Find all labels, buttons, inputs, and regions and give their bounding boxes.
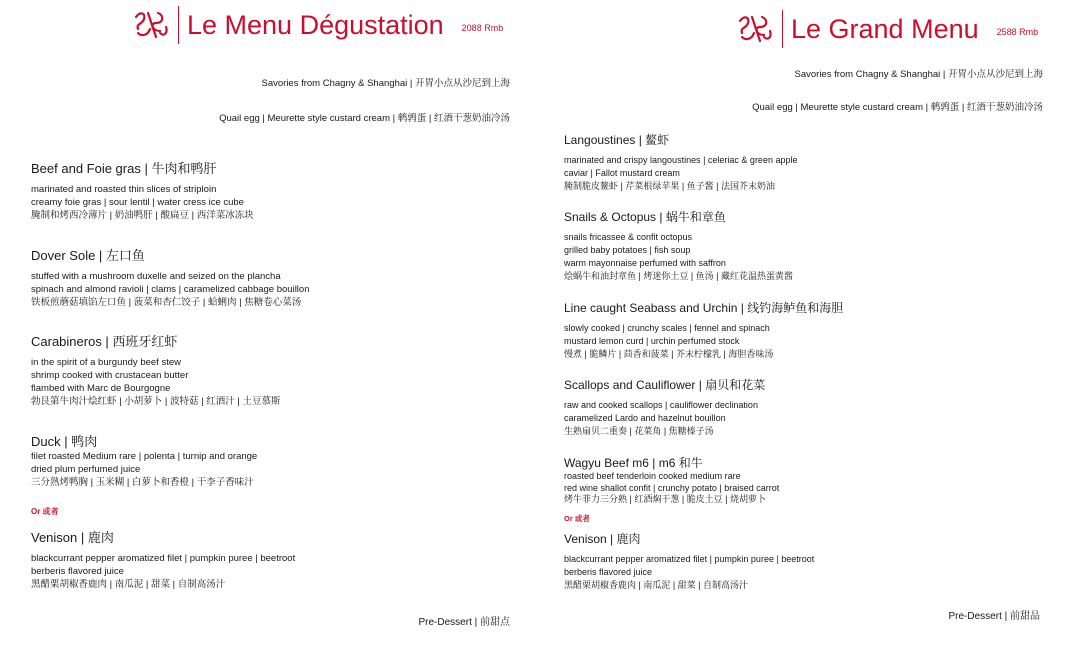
course-line: blackcurrant pepper aromatized filet | pumpkin puree | beetroot	[31, 553, 296, 564]
course-line: mustard lemon curd | urchin perfumed stock	[564, 336, 740, 346]
or-label: Or 或者	[31, 507, 59, 516]
course-item	[564, 531, 1064, 592]
course-line: 黑醋栗胡椒香鹿肉 | 南瓜泥 | 甜菜 | 自制高汤汁	[31, 579, 226, 590]
course-line: berberis flavored juice	[564, 567, 653, 577]
course-item	[564, 132, 1064, 193]
course-line: creamy foie gras | sour lentil | water cress ice cube	[31, 197, 244, 208]
course-line: berberis flavored juice	[31, 566, 124, 577]
restaurant-monogram-logo-icon	[132, 7, 170, 43]
course-title: Beef and Foie gras | 牛肉和鸭肝	[31, 161, 217, 176]
course-item	[31, 434, 531, 489]
pre-dessert-label: Pre-Dessert | 前甜品	[948, 611, 1040, 622]
course-title: Langoustines | 鳌虾	[564, 133, 670, 147]
menu-price: 2588 Rmb	[996, 27, 1039, 37]
menu-title: Le Grand Menu	[791, 13, 979, 44]
intro-line-savories: Savories from Chagny & Shanghai | 开胃小点从沙尼到上海	[261, 78, 510, 89]
menu-header	[132, 6, 503, 44]
course-line: caramelized Lardo and hazelnut bouillon	[564, 413, 726, 423]
course-line: stuffed with a mushroom duxelle and seized on the plancha	[31, 271, 281, 282]
course-line: shrimp cooked with crustacean butter	[31, 370, 189, 381]
course-line: blackcurrant pepper aromatized filet | pumpkin puree | beetroot	[564, 554, 815, 564]
course-title: Duck | 鸭肉	[31, 434, 98, 449]
intro-line-quail-egg: Quail egg | Meurette style custard cream | 鹌鹑蛋 | 红酒干葱奶油冷汤	[752, 102, 1043, 113]
course-line: in the spirit of a burgundy beef stew	[31, 357, 181, 368]
course-line: filet roasted Medium rare | polenta | turnip and orange	[31, 451, 258, 462]
course-line: 铁板煎蘑菇填馅左口鱼 | 菠菜和杏仁饺子 | 蛤蜊肉 | 焦糖卷心菜汤	[31, 297, 302, 308]
course-line: marinated and roasted thin slices of striploin	[31, 184, 217, 195]
course-line: 腌制和烤西冷薄片 | 奶油鸭肝 | 酸扁豆 | 西洋菜冰冻块	[31, 210, 254, 221]
course-item	[31, 248, 531, 309]
course-title: Dover Sole | 左口鱼	[31, 248, 145, 263]
course-line: 黑醋栗胡椒香鹿肉 | 南瓜泥 | 甜菜 | 自制高汤汁	[564, 580, 749, 590]
menu-price: 2088 Rmb	[461, 23, 504, 33]
course-line: 慢煮 | 脆鳞片 | 茴香和菠菜 | 芥末柠檬乳 | 海胆香味汤	[564, 349, 774, 359]
course-line: spinach and almond ravioli | clams | caramelized cabbage bouillon	[31, 284, 310, 295]
course-line: red wine shallot confit | crunchy potato | braised carrot	[564, 482, 780, 493]
course-title: Wagyu Beef m6 | m6 和牛	[564, 456, 703, 470]
course-item	[31, 161, 531, 222]
course-title: Venison | 鹿肉	[564, 532, 641, 546]
course-line: 烩蜗牛和油封章鱼 | 烤迷你土豆 | 鱼汤 | 藏红花温热蛋黄酱	[564, 271, 794, 281]
course-line: slowly cooked | crunchy scales | fennel and spinach	[564, 323, 770, 333]
course-title: Scallops and Cauliflower | 扇贝和花菜	[564, 378, 766, 392]
course-line: 生熟扇贝二重奏 | 花菜角 | 焦糖榛子汤	[564, 426, 714, 436]
pre-dessert-label: Pre-Dessert | 前甜点	[418, 617, 510, 628]
or-label: Or 或者	[564, 514, 590, 523]
course-line: 三分熟烤鸭胸 | 玉米糊 | 白萝卜和香橙 | 干李子香味汁	[31, 477, 254, 488]
restaurant-monogram-logo-icon	[736, 11, 774, 47]
header-divider	[178, 6, 179, 44]
menu-title: Le Menu Dégustation	[187, 9, 444, 40]
course-title: Snails & Octopus | 蜗牛和章鱼	[564, 210, 726, 224]
menu-header	[736, 10, 1038, 48]
intro-line-quail-egg: Quail egg | Meurette style custard cream | 鹌鹑蛋 | 红酒干葱奶油冷汤	[219, 113, 510, 124]
course-line: raw and cooked scallops | cauliflower declination	[564, 400, 758, 410]
course-line: 勃艮第牛肉汁烩红虾 | 小胡萝卜 | 波特菇 | 红酒汁 | 土豆慕斯	[31, 396, 281, 407]
course-title: Carabineros | 西班牙红虾	[31, 334, 178, 349]
course-title: Venison | 鹿肉	[31, 530, 114, 545]
course-item	[564, 300, 1064, 361]
intro-line-savories: Savories from Chagny & Shanghai | 开胃小点从沙尼到上海	[794, 69, 1043, 80]
course-line: caviar | Fallot mustard cream	[564, 168, 680, 178]
course-item	[564, 455, 1064, 506]
course-line: marinated and crispy langoustines | celeriac & green apple	[564, 155, 798, 165]
course-line: roasted beef tenderloin cooked medium rare	[564, 471, 741, 481]
course-line: dried plum perfumed juice	[31, 464, 141, 475]
course-line: flambed with Marc de Bourgogne	[31, 383, 171, 394]
course-line: warm mayonnaise perfumed with saffron	[564, 258, 726, 268]
course-line: 腌制脆皮鳌虾 | 芹菜根绿苹果 | 鱼子酱 | 法国芥末奶油	[564, 181, 776, 191]
course-line: snails fricassee & confit octopus	[564, 232, 693, 242]
course-title: Line caught Seabass and Urchin | 线钓海鲈鱼和海胆	[564, 301, 844, 315]
course-item	[31, 530, 531, 591]
course-item	[31, 334, 531, 408]
header-divider	[782, 10, 783, 48]
course-line: 烤牛菲力三分熟 | 红酒焖干葱 | 脆皮土豆 | 烧胡萝卜	[564, 494, 767, 504]
course-item	[564, 209, 1064, 283]
course-item	[564, 377, 1064, 438]
course-line: grilled baby potatoes | fish soup	[564, 245, 691, 255]
